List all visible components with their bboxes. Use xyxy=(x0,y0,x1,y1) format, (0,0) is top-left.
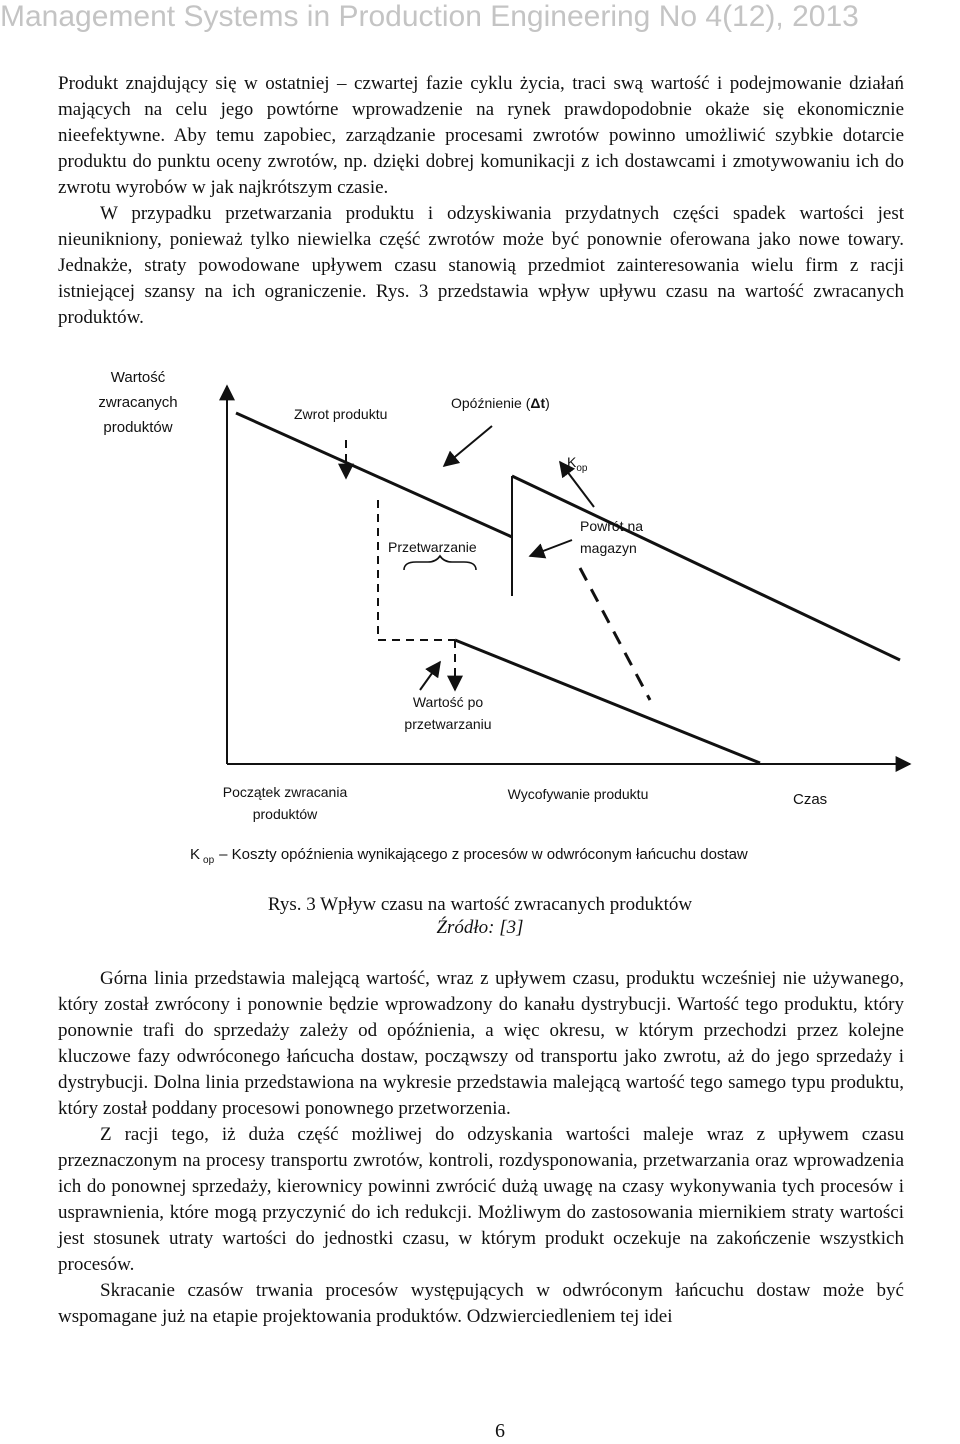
label-zwrot-produktu: Zwrot produktu xyxy=(294,406,388,422)
label-wycofywanie: Wycofywanie produktu xyxy=(507,786,649,802)
lower-value-line xyxy=(455,640,760,763)
label-wartosc-po-line: Wartość po xyxy=(412,694,484,710)
paragraph: Produkt znajdujący się w ostatniej – czwartej fazie cyklu życia, traci swą wartość i podejmowanie działań mających na celu jego powtórne wprowadzenie na rynek prawdopodobnie okaże się ekonomicznie nieefektywne. Aby temu zapobiec, zarządzanie procesami zwrotów powinno umożliwić szybkie dotarcie produktu do punktu oceny zwrotów, np. dzięki dobrej komunikacji z ich dostawcami i zmotywowaniu ich do zwrotu wyrobów w jak najkrótszym czasie. xyxy=(58,73,904,198)
label-opoznienie-delta: Δt xyxy=(530,395,546,411)
label-poczatek-line: Początek zwracania xyxy=(222,784,348,800)
label-powrot-line: magazyn xyxy=(580,540,637,556)
legend xyxy=(190,846,748,866)
figure-source: Źródło: [3] xyxy=(436,917,524,938)
label-poczatek-line: produktów xyxy=(252,806,318,822)
body-text-top xyxy=(58,71,904,331)
label-przetwarzanie: Przetwarzanie xyxy=(388,539,477,555)
body-text-bottom xyxy=(58,966,904,1330)
label-k: K xyxy=(567,454,577,470)
label-kop xyxy=(567,454,588,474)
y-axis-label-line: zwracanych xyxy=(98,394,178,411)
processing-brace xyxy=(404,556,476,570)
paragraph: Z racji tego, iż duża część możliwej do odzyskania wartości maleje wraz z upływem czasu przeznaczonym na procesy transportu zwrotów, kontroli, rozdysponowania, przetwarzania oraz wprowadzenia ich do ponownej sprzedaży, kierownicy powinni zwrócić dużą uwagę na czasy wykonywania tych procesów i usprawnienia, które mogą przyczynić do ich redukcji. Możliwym do zastosowania miernikiem straty wartości jest stosunek utraty wartości do jednostki czasu, w którym produkt oczekuje na zakończenie wszystkich procesów. xyxy=(58,1124,904,1275)
y-axis-label-line: produktów xyxy=(103,419,173,436)
label-opoznienie-prefix: Opóźnienie ( xyxy=(451,395,531,411)
arrow-powrot xyxy=(530,540,572,556)
paragraph: Górna linia przedstawia malejącą wartość, wraz z upływem czasu, produktu wcześniej nie używanego, który został zwrócony i ponownie będzie wprowadzony do kanału dystrybucji. Wartość tego produktu, który ponownie trafi do sprzedaży zależy od opóźnienia, a więc okresu, w którym przechodzi przez kolejne kluczowe fazy odwróconego łańcucha dostaw, począwszy od transportu jako zwrotu, aż do jego sprzedaży i dystrybucji. Dolna linia przedstawiona na wykresie przedstawia malejącą wartość tego samego typu produktu, który został poddany procesowi ponownego przetworzenia. xyxy=(58,968,904,1119)
label-opoznienie xyxy=(451,395,550,411)
arrow-wartosc-po xyxy=(420,662,440,690)
arrow-opoznienie xyxy=(444,426,492,466)
figure-diagram xyxy=(0,360,960,920)
upper-value-line xyxy=(236,413,512,537)
y-axis-label-line: Wartość xyxy=(110,369,166,386)
label-op-subscript: op xyxy=(576,463,588,474)
label-opoznienie-suffix: ) xyxy=(545,395,550,411)
legend-text: – Koszty opóźnienia wynikającego z procesów w odwróconym łańcuchu dostaw xyxy=(219,846,748,863)
legend-op-subscript: op xyxy=(203,855,215,866)
upper-value-line-after xyxy=(512,476,900,660)
label-powrot-line: Powrót na xyxy=(580,518,644,534)
dashed-extension xyxy=(580,568,650,700)
page-number: 6 xyxy=(495,1420,505,1442)
legend-k: K xyxy=(190,846,201,863)
paragraph: Skracanie czasów trwania procesów występujących w odwróconym łańcuchu dostaw może być wspomagane już na etapie projektowania produktów. Odzwierciedleniem tej idei xyxy=(58,1280,904,1327)
journal-header: Management Systems in Production Engineering No 4(12), 2013 xyxy=(0,0,859,33)
figure-caption: Rys. 3 Wpływ czasu na wartość zwracanych produktów xyxy=(267,894,693,915)
paragraph: W przypadku przetwarzania produktu i odzyskiwania przydatnych części spadek wartości jest nieunikniony, ponieważ tylko niewielka część zwrotów może być ponownie oferowana jako nowe towary. Jednakże, straty powodowane upływem czasu stanowią przedmiot zainteresowania wielu firm z racji istniejącej szansy na ich ograniczenie. Rys. 3 przedstawia wpływ upływu czasu na wartość zwracanych produktów. xyxy=(58,203,904,328)
label-wartosc-po-line: przetwarzaniu xyxy=(404,716,492,732)
label-czas: Czas xyxy=(793,791,828,808)
